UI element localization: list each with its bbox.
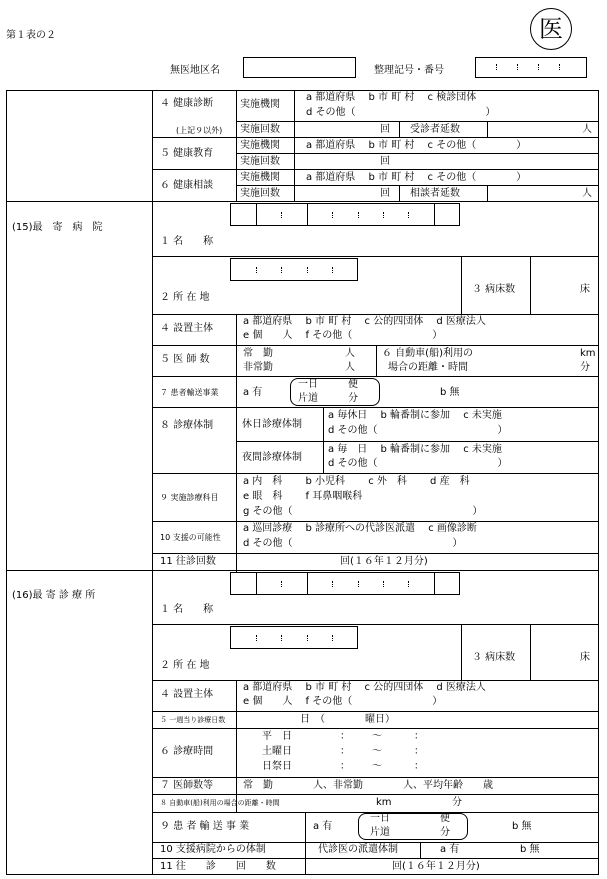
reference-label: 整理記号・番号 <box>374 65 444 76</box>
owner-other[interactable]: e 個 人 f その他（ ） <box>243 696 443 707</box>
count-unit: 回 <box>380 124 390 135</box>
digit-separator <box>538 64 539 70</box>
agency-options[interactable]: a 都道府県 b 市 町 村 c 検診団体 <box>306 92 477 103</box>
night-care-label: 夜間診療体制 <box>242 452 302 463</box>
digit-separator <box>358 212 359 218</box>
holiday-other[interactable]: d その他（ ） <box>328 425 508 436</box>
clinic-beds-label: ３ 病床数 <box>472 652 516 663</box>
table-rule <box>152 376 599 377</box>
one-way: 片道 <box>370 827 390 838</box>
night-options[interactable]: a 毎 日 b 輪番制に参加 c 未実施 <box>328 444 502 455</box>
table-rule <box>152 777 599 778</box>
hospital-address-code[interactable] <box>230 258 358 281</box>
digit-separator <box>307 267 308 273</box>
clinic-code-field[interactable] <box>230 572 460 595</box>
table-rule <box>152 407 599 408</box>
transport-yes[interactable]: a 有 <box>313 821 333 832</box>
reference-number-field[interactable] <box>475 57 587 78</box>
table-rule <box>461 624 462 680</box>
table-rule <box>152 256 599 257</box>
table-rule <box>530 624 531 680</box>
beds-unit: 床 <box>580 284 590 295</box>
table-rule <box>236 680 237 812</box>
parttime-label: 非常勤 <box>243 362 273 373</box>
digit-separator <box>332 581 333 587</box>
car-distance-label: ６ 自動車(船)利用の <box>382 348 473 359</box>
table-rule <box>323 407 324 473</box>
days-per-week-label: ５ 一週当り診療日数 <box>160 716 226 724</box>
clinic-address-label: ２ 所 在 地 <box>160 660 210 671</box>
substitute-doctor-label: 代診医の派遣体制 <box>318 844 398 855</box>
people-unit: 人 <box>582 188 592 199</box>
support-hospital-label: 10 支援病院からの体制 <box>160 844 266 855</box>
weekday-label: 平 日 <box>262 731 292 742</box>
agency-options[interactable]: a 都道府県 b 市 町 村 c その他（ ） <box>306 140 527 151</box>
digit-separator <box>332 635 333 641</box>
table-rule <box>487 121 488 137</box>
one-way: 片道 <box>298 393 318 404</box>
tilde: ～ <box>372 746 382 757</box>
min-unit: 分 <box>580 362 590 373</box>
table-rule <box>236 121 599 122</box>
consult-label: 相談者延数 <box>410 188 460 199</box>
departments-line2[interactable]: e 眼 科 f 耳鼻咽喉科 <box>243 491 363 502</box>
hours-label: ６ 診療時間 <box>160 746 214 757</box>
area-name-field[interactable] <box>243 57 356 78</box>
people-unit: 人 <box>345 362 355 373</box>
people-unit: 人 <box>582 124 592 135</box>
house-calls-label: 11 往 診 回 数 <box>160 861 276 872</box>
colon: ： <box>340 761 350 772</box>
table-rule <box>152 711 599 712</box>
count-unit: 回 <box>380 188 390 199</box>
table-rule <box>236 314 237 573</box>
colon: ： <box>414 746 424 757</box>
minutes-unit: 分 <box>440 827 450 838</box>
house-calls-value[interactable]: 回(１６年１２月分) <box>340 556 428 567</box>
minutes-unit: 分 <box>348 393 358 404</box>
doctor-count-label: ７ 医師数等 <box>160 780 214 791</box>
house-calls-label: 11 往診回数 <box>160 556 216 567</box>
table-rule <box>307 203 308 226</box>
table-rule <box>487 185 488 201</box>
section-16-title: (16)最 寄 診 療 所 <box>12 590 96 601</box>
table-rule <box>236 185 599 186</box>
digit-separator <box>281 212 282 218</box>
hospital-owner-label: ４ 設置主体 <box>160 323 214 334</box>
agency-label: 実施機関 <box>240 172 280 183</box>
departments-other[interactable]: g その他（ ） <box>243 506 483 517</box>
digit-separator <box>559 64 560 70</box>
transport-yes[interactable]: a 有 <box>243 387 263 398</box>
colon: ： <box>340 731 350 742</box>
table-rule <box>236 441 599 442</box>
table-rule <box>6 570 599 571</box>
agency-label: 実施機関 <box>240 140 280 151</box>
health-check-label: ４ 健康診断 <box>160 98 214 109</box>
car-distance-sub: 場合の距離・時間 <box>388 362 468 373</box>
agency-options[interactable]: a 都道府県 b 市 町 村 c その他（ ） <box>306 172 527 183</box>
table-rule <box>307 572 308 595</box>
count-label: 実施回数 <box>240 188 280 199</box>
digit-separator <box>496 64 497 70</box>
table-rule <box>152 169 599 170</box>
transport-no[interactable]: b 無 <box>440 387 460 398</box>
table-rule <box>256 572 257 595</box>
table-rule <box>376 345 377 376</box>
km-unit: km <box>580 348 596 359</box>
section-15-title: (15)最 寄 病 院 <box>12 222 103 233</box>
per-day: 一日 <box>370 813 390 824</box>
clinic-owner-label: ４ 設置主体 <box>160 689 214 700</box>
digit-separator <box>408 581 409 587</box>
table-rule <box>152 521 599 522</box>
car-distance-label: ８ 自動車(船)利用の場合の距離・時間 <box>160 799 280 807</box>
seal-mark: 医 <box>530 8 572 50</box>
colon: ： <box>414 761 424 772</box>
saturday-label: 土曜日 <box>262 746 292 757</box>
agency-label: 実施機関 <box>240 99 280 110</box>
table-rule <box>305 812 306 842</box>
digit-separator <box>307 635 308 641</box>
table-rule <box>420 842 421 858</box>
digit-separator <box>358 581 359 587</box>
table-rule <box>152 553 599 554</box>
digit-separator <box>332 212 333 218</box>
substitute-yes[interactable]: a 有 <box>440 844 460 855</box>
times-unit: 便 <box>348 379 358 390</box>
colon: ： <box>340 746 350 757</box>
digit-separator <box>256 267 257 273</box>
colon: ： <box>414 731 424 742</box>
departments-label: ９ 実施診療科目 <box>160 493 219 502</box>
table-rule <box>461 256 462 314</box>
holiday-label: 日祭日 <box>262 761 292 772</box>
tilde: ～ <box>372 761 382 772</box>
clinic-name-label: １ 名 称 <box>160 604 214 615</box>
agency-other[interactable]: d その他（ ） <box>306 107 496 118</box>
table-rule <box>152 624 599 625</box>
table-rule <box>530 256 531 314</box>
house-calls-value[interactable]: 回(１６年１２月分) <box>392 861 480 872</box>
fulltime-label: 常 勤 <box>243 348 273 359</box>
owner-options[interactable]: a 都道府県 b 市 町 村 c 公的四団体 d 医療法人 <box>243 682 486 693</box>
digit-separator <box>281 635 282 641</box>
transport-label: ７ 患者輸送事業 <box>160 388 219 397</box>
km-unit: km <box>376 797 392 808</box>
per-day: 一日 <box>298 379 318 390</box>
form-title: 第１表の２ <box>6 30 56 41</box>
beds-unit: 床 <box>580 652 590 663</box>
table-rule <box>152 728 599 729</box>
hospital-name-label: １ 名 称 <box>160 236 214 247</box>
hospital-address-label: ２ 所 在 地 <box>160 292 210 303</box>
health-check-sub: (上記９以外) <box>176 126 223 135</box>
substitute-no[interactable]: b 無 <box>520 844 540 855</box>
support-label: 10 支援の可能性 <box>160 533 221 542</box>
table-rule <box>152 314 599 315</box>
tilde: ～ <box>372 731 382 742</box>
count-unit: 回 <box>380 156 390 167</box>
people-unit: 人 <box>345 348 355 359</box>
digit-separator <box>383 212 384 218</box>
digit-separator <box>281 267 282 273</box>
table-rule <box>434 572 435 595</box>
digit-separator <box>383 581 384 587</box>
times-unit: 便 <box>440 813 450 824</box>
table-rule <box>236 153 599 154</box>
care-system-label: ８ 診療体制 <box>160 420 214 431</box>
holiday-options[interactable]: a 毎休日 b 輪番制に参加 c 未実施 <box>328 410 502 421</box>
hospital-beds-label: ３ 病床数 <box>472 284 516 295</box>
owner-other[interactable]: e 個 人 f その他（ ） <box>243 330 443 341</box>
digit-separator <box>332 267 333 273</box>
table-rule <box>152 858 599 859</box>
table-rule <box>399 121 400 137</box>
support-other[interactable]: d その他（ ） <box>243 538 463 549</box>
support-options[interactable]: a 巡回診療 b 診療所への代診医派遣 c 画像診断 <box>243 523 477 534</box>
min-unit: 分 <box>452 797 462 808</box>
owner-options[interactable]: a 都道府県 b 市 町 村 c 公的四団体 d 医療法人 <box>243 316 486 327</box>
table-rule <box>6 201 599 202</box>
table-rule <box>152 794 599 795</box>
table-rule <box>152 842 599 843</box>
table-rule <box>152 90 153 875</box>
clinic-address-code[interactable] <box>230 626 358 649</box>
doctor-count-value[interactable]: 常 勤 人、非常勤 人、平均年齢 歳 <box>243 780 493 791</box>
doctors-label: ５ 医 師 数 <box>160 354 210 365</box>
area-name-label: 無医地区名 <box>170 65 220 76</box>
table-rule <box>256 203 257 226</box>
digit-separator <box>408 212 409 218</box>
departments-line1[interactable]: a 内 科 b 小児科 c 外 科 d 産 科 <box>243 476 470 487</box>
table-rule <box>152 473 599 474</box>
examinees-label: 受診者延数 <box>410 124 460 135</box>
digit-separator <box>281 581 282 587</box>
night-other[interactable]: d その他（ ） <box>328 458 508 469</box>
count-label: 実施回数 <box>240 156 280 167</box>
hospital-code-field[interactable] <box>230 203 460 226</box>
health-consult-label: ６ 健康相談 <box>160 180 214 191</box>
table-rule <box>152 137 599 138</box>
table-rule <box>399 185 400 201</box>
table-rule <box>434 203 435 226</box>
table-rule <box>152 680 599 681</box>
days-per-week-value[interactable]: 日 （ 曜日） <box>300 714 395 725</box>
count-label: 実施回数 <box>240 124 280 135</box>
transport-label: ９ 患 者 輸 送 事 業 <box>160 821 250 832</box>
health-education-label: ５ 健康教育 <box>160 148 214 159</box>
holiday-care-label: 休日診療体制 <box>242 419 302 430</box>
transport-no[interactable]: b 無 <box>512 821 532 832</box>
digit-separator <box>517 64 518 70</box>
digit-separator <box>256 635 257 641</box>
